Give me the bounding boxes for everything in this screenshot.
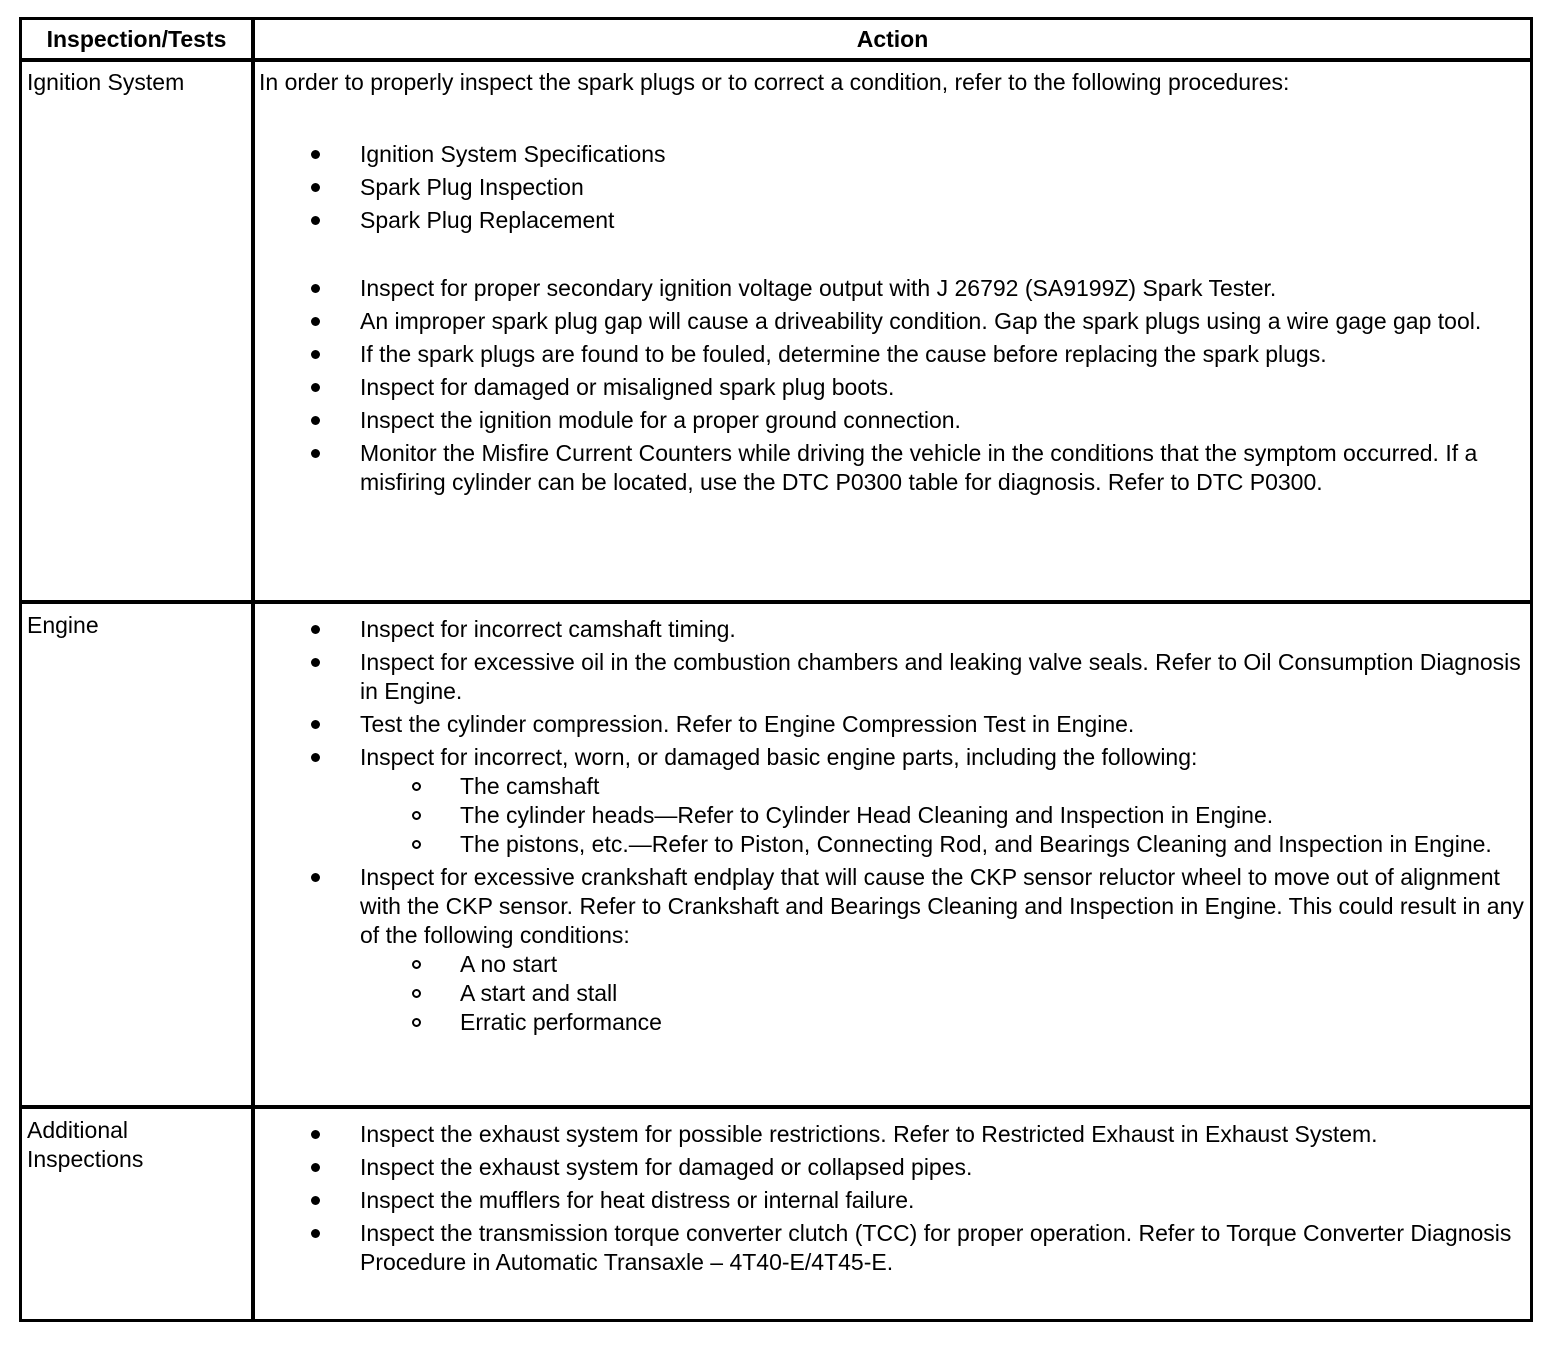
- list-item: Test the cylinder compression. Refer to Engine Compression Test in Engine.: [259, 710, 1529, 739]
- bullet-icon: [311, 1229, 320, 1238]
- inspection-table: [19, 17, 1533, 1322]
- sublist-item: The cylinder heads—Refer to Cylinder Head Cleaning and Inspection in Engine.: [360, 801, 1529, 830]
- bullet-icon: [311, 317, 320, 326]
- bullet-icon: [311, 1196, 320, 1205]
- engine-inspection-list: [259, 615, 1529, 1037]
- action-cell-ignition-system: [259, 68, 1529, 501]
- ignition-inspection-list: [259, 274, 1529, 497]
- bullet-icon: [311, 216, 320, 225]
- list-item: Inspect the mufflers for heat distress or internal failure.: [259, 1186, 1529, 1215]
- sublist-item: A no start: [360, 950, 1529, 979]
- list-item: Inspect the exhaust system for possible restrictions. Refer to Restricted Exhaust in Exhaust System.: [259, 1120, 1529, 1149]
- circle-bullet-icon: [412, 1018, 421, 1027]
- row-label-engine: Engine: [27, 612, 99, 638]
- bullet-icon: [311, 753, 320, 762]
- circle-bullet-icon: [412, 989, 421, 998]
- list-item: Inspect for incorrect, worn, or damaged basic engine parts, including the following: The camshaft The cylinder heads—Refer to Cylinder Head Cleaning and Inspection in Engine. The pistons, etc.—Refer to Piston, Connecting Rod, and Bearings Cleaning and Inspection in Engine.: [259, 743, 1529, 859]
- list-item: Inspect for excessive oil in the combustion chambers and leaking valve seals. Refer to Oil Consumption Diagnosis in Engine.: [259, 648, 1529, 706]
- ignition-procedure-list: [259, 140, 1529, 235]
- list-item: Inspect for proper secondary ignition voltage output with J 26792 (SA9199Z) Spark Tester.: [259, 274, 1529, 303]
- ignition-intro-text: In order to properly inspect the spark plugs or to correct a condition, refer to the following procedures:: [259, 69, 1290, 95]
- list-item: Inspect for excessive crankshaft endplay that will cause the CKP sensor reluctor wheel to move out of alignment with the CKP sensor. Refer to Crankshaft and Bearings Cleaning and Inspection in Engine. This could result in any of the following conditions: A no start A start and stall Erratic performance: [259, 863, 1529, 1037]
- row-label-additional-inspections: Additional Inspections: [27, 1117, 144, 1172]
- action-cell-additional-inspections: [259, 1120, 1529, 1281]
- bullet-icon: [311, 150, 320, 159]
- bullet-icon: [311, 720, 320, 729]
- bullet-icon: [311, 1130, 320, 1139]
- list-item: Inspect the ignition module for a proper ground connection.: [259, 406, 1529, 435]
- sublist-item: A start and stall: [360, 979, 1529, 1008]
- row-divider-1: [22, 600, 1530, 604]
- sublist-item: Erratic performance: [360, 1008, 1529, 1037]
- bullet-icon: [311, 658, 320, 667]
- row-divider-2: [22, 1105, 1530, 1109]
- header-divider: [22, 58, 1530, 62]
- additional-inspection-list: [259, 1120, 1529, 1277]
- column-divider: [251, 20, 255, 1319]
- list-item: Monitor the Misfire Current Counters while driving the vehicle in the conditions that the symptom occurred. If a misfiring cylinder can be located, use the DTC P0300 table for diagnosis. Refer to DTC P0300.: [259, 439, 1529, 497]
- bullet-icon: [311, 1163, 320, 1172]
- sublist-item: The camshaft: [360, 772, 1529, 801]
- circle-bullet-icon: [412, 840, 421, 849]
- list-item: Ignition System Specifications: [259, 140, 1529, 169]
- bullet-icon: [311, 416, 320, 425]
- bullet-icon: [311, 449, 320, 458]
- engine-conditions-sublist: [360, 950, 1529, 1037]
- list-item: Inspect for damaged or misaligned spark plug boots.: [259, 373, 1529, 402]
- circle-bullet-icon: [412, 782, 421, 791]
- list-item: Spark Plug Inspection: [259, 173, 1529, 202]
- bullet-icon: [311, 383, 320, 392]
- header-action: Action: [856, 26, 929, 52]
- list-item: Spark Plug Replacement: [259, 206, 1529, 235]
- list-item: Inspect the transmission torque converter clutch (TCC) for proper operation. Refer to Torque Converter Diagnosis Procedure in Automatic Transaxle – 4T40-E/4T45-E.: [259, 1219, 1529, 1277]
- list-item: If the spark plugs are found to be fouled, determine the cause before replacing the spark plugs.: [259, 340, 1529, 369]
- list-item: Inspect the exhaust system for damaged or collapsed pipes.: [259, 1153, 1529, 1182]
- bullet-icon: [311, 284, 320, 293]
- circle-bullet-icon: [412, 811, 421, 820]
- bullet-icon: [311, 183, 320, 192]
- bullet-icon: [311, 873, 320, 882]
- bullet-icon: [311, 625, 320, 634]
- circle-bullet-icon: [412, 960, 421, 969]
- row-label-ignition-system: Ignition System: [27, 69, 185, 95]
- action-cell-engine: [259, 615, 1529, 1041]
- bullet-icon: [311, 350, 320, 359]
- sublist-item: The pistons, etc.—Refer to Piston, Connecting Rod, and Bearings Cleaning and Inspection in Engine.: [360, 830, 1529, 859]
- engine-parts-sublist: [360, 772, 1529, 859]
- header-inspection-tests: Inspection/Tests: [46, 26, 227, 52]
- list-item: Inspect for incorrect camshaft timing.: [259, 615, 1529, 644]
- list-item: An improper spark plug gap will cause a driveability condition. Gap the spark plugs using a wire gage gap tool.: [259, 307, 1529, 336]
